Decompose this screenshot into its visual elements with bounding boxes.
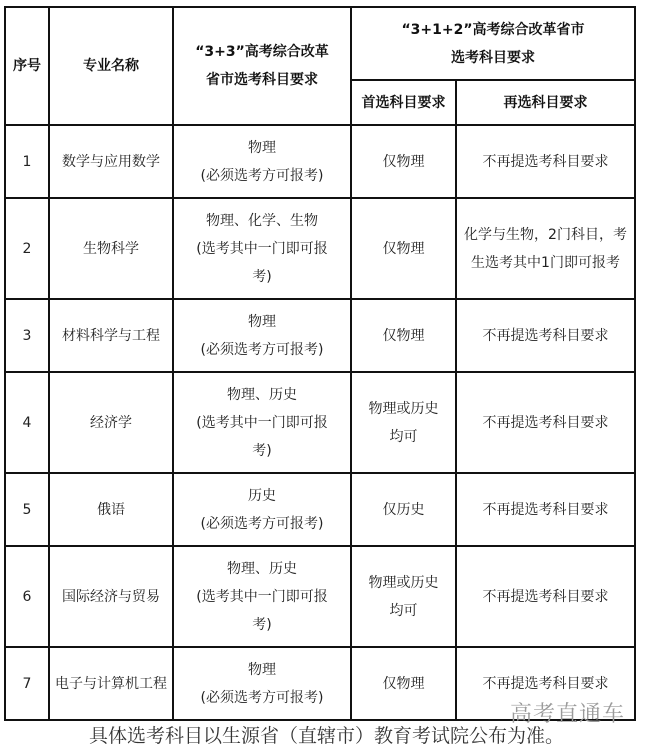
header-312-line: 选考科目要求 (451, 49, 535, 66)
header-major: 专业名称 (49, 7, 173, 125)
cell-req-3plus3 (173, 647, 351, 720)
header-3plus3-line: “3+3”高考综合改革 (195, 44, 329, 60)
table-row (5, 372, 635, 473)
cell-req-3plus3-line: 考) (252, 268, 272, 285)
header-seq: 序号 (5, 7, 49, 125)
cell-seq: 4 (5, 372, 49, 473)
cell-req-3plus3 (173, 125, 351, 198)
cell-first-choice-line: 仅历史 (382, 501, 425, 518)
header-312-line: “3+1+2”高考综合改革省市 (401, 21, 585, 38)
cell-major: 生物科学 (49, 198, 173, 299)
cell-first-choice-line: 物理或历史 (368, 574, 439, 591)
header-3plus3-line: 省市选考科目要求 (206, 72, 318, 88)
subject-requirements-table (4, 6, 636, 721)
cell-second-choice-line: 不再提选考科目要求 (482, 327, 609, 344)
cell-first-choice (351, 647, 456, 720)
cell-first-choice-line: 物理或历史 (368, 400, 439, 417)
cell-first-choice-line: 均可 (389, 428, 418, 445)
cell-req-3plus3-line: 历史 (248, 487, 276, 504)
cell-req-3plus3-line: 物理、历史 (227, 560, 297, 577)
cell-second-choice (456, 473, 635, 546)
cell-second-choice (456, 372, 635, 473)
cell-req-3plus3-line: 物理 (248, 313, 276, 330)
cell-seq: 1 (5, 125, 49, 198)
table-row (5, 299, 635, 372)
cell-req-3plus3-line: (必须选考方可报考) (200, 167, 324, 184)
caption: 具体选考科目以生源省（直辖市）教育考试院公布为准。 (88, 725, 564, 747)
cell-major: 数学与应用数学 (49, 125, 173, 198)
cell-seq: 6 (5, 546, 49, 647)
cell-req-3plus3-line: 考) (252, 616, 272, 633)
cell-first-choice-line: 仅物理 (382, 675, 425, 692)
cell-first-choice-line: 仅物理 (382, 240, 425, 257)
cell-req-3plus3 (173, 546, 351, 647)
cell-seq: 2 (5, 198, 49, 299)
header-3plus3 (173, 7, 351, 125)
table-row (5, 125, 635, 198)
cell-req-3plus3-line: (选考其中一门即可报 (196, 588, 328, 605)
cell-second-choice-line: 不再提选考科目要求 (482, 414, 609, 431)
cell-second-choice-line: 生选考其中1门即可报考 (471, 254, 620, 271)
header-first-choice: 首选科目要求 (351, 80, 456, 125)
cell-first-choice-line: 均可 (389, 602, 418, 619)
cell-second-choice (456, 125, 635, 198)
cell-req-3plus3-line: (选考其中一门即可报 (196, 240, 328, 257)
table-row (5, 473, 635, 546)
cell-req-3plus3-line: (必须选考方可报考) (200, 515, 324, 532)
cell-req-3plus3-line: (选考其中一门即可报 (196, 414, 328, 431)
cell-first-choice (351, 198, 456, 299)
header-second-choice: 再选科目要求 (456, 80, 635, 125)
cell-req-3plus3-line: 物理 (248, 139, 276, 156)
watermark: 高考直通车 (509, 702, 625, 727)
cell-first-choice (351, 372, 456, 473)
cell-seq: 3 (5, 299, 49, 372)
cell-second-choice (456, 299, 635, 372)
cell-req-3plus3-line: 物理、历史 (227, 386, 297, 403)
cell-second-choice-line: 化学与生物，2门科目，考 (464, 226, 627, 243)
cell-req-3plus3 (173, 473, 351, 546)
cell-major: 材料科学与工程 (49, 299, 173, 372)
cell-first-choice-line: 仅物理 (382, 327, 425, 344)
header-3plus1plus2 (351, 7, 635, 80)
cell-major: 俄语 (49, 473, 173, 546)
cell-first-choice (351, 473, 456, 546)
table-row (5, 546, 635, 647)
cell-first-choice (351, 299, 456, 372)
cell-second-choice-line: 不再提选考科目要求 (482, 501, 609, 518)
cell-req-3plus3-line: 物理 (248, 661, 276, 678)
table-row (5, 198, 635, 299)
cell-major: 电子与计算机工程 (49, 647, 173, 720)
cell-second-choice-line: 不再提选考科目要求 (482, 675, 609, 692)
cell-req-3plus3-line: (必须选考方可报考) (200, 341, 324, 358)
cell-req-3plus3-line: (必须选考方可报考) (200, 689, 324, 706)
cell-seq: 7 (5, 647, 49, 720)
cell-req-3plus3-line: 物理、化学、生物 (206, 212, 318, 229)
cell-req-3plus3 (173, 372, 351, 473)
cell-second-choice (456, 546, 635, 647)
cell-req-3plus3 (173, 198, 351, 299)
cell-second-choice-line: 不再提选考科目要求 (482, 153, 609, 170)
cell-first-choice (351, 546, 456, 647)
cell-second-choice (456, 198, 635, 299)
cell-first-choice-line: 仅物理 (382, 153, 425, 170)
cell-second-choice-line: 不再提选考科目要求 (482, 588, 609, 605)
cell-major: 国际经济与贸易 (49, 546, 173, 647)
cell-seq: 5 (5, 473, 49, 546)
cell-major: 经济学 (49, 372, 173, 473)
cell-req-3plus3-line: 考) (252, 442, 272, 459)
header-row (5, 7, 635, 80)
cell-req-3plus3 (173, 299, 351, 372)
cell-first-choice (351, 125, 456, 198)
